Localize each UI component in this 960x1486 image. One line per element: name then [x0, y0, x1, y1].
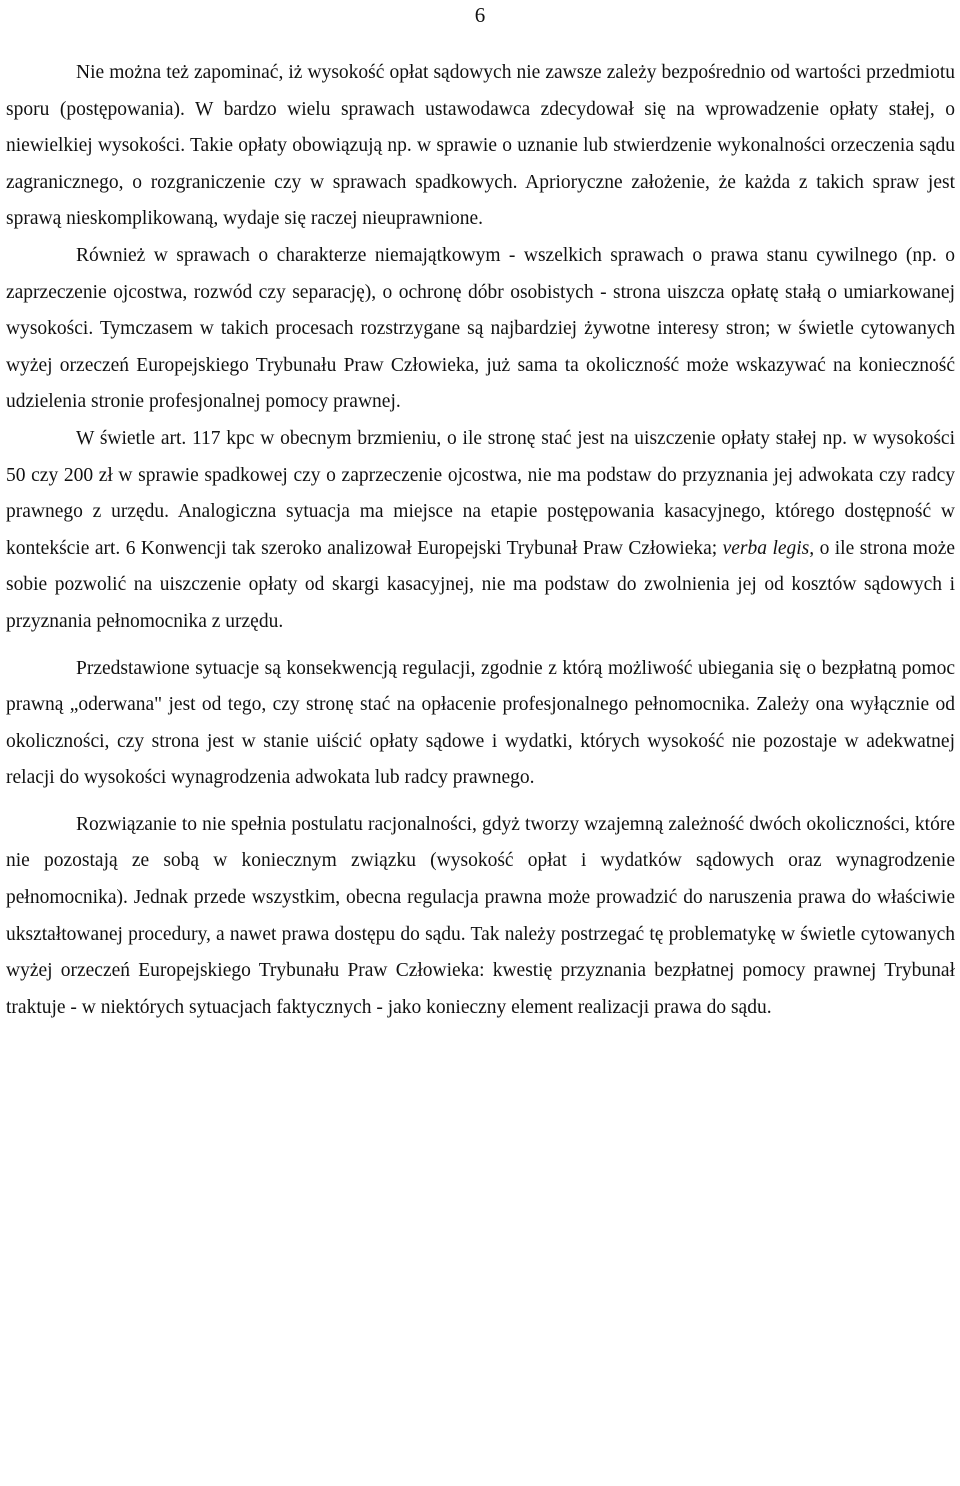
paragraph-5: Rozwiązanie to nie spełnia postulatu racjonalności, gdyż tworzy wzajemną zależność dwóch okoliczności, które nie pozostają ze sobą w koniecznym związku (wysokość opłat i wydatków sądowych oraz wynagrodzenie pełnomocnika). Jednak przede wszystkim, obecna regulacja prawna może prowadzić do naruszenia prawa do właściwie ukształtowanej procedury, a nawet prawa dostępu do sądu. Tak należy postrzegać tę problematykę w świetle cytowanych wyżej orzeczeń Europejskiego Trybunału Praw Człowieka: kwestię przyznania bezpłatnej pomocy prawnej Trybunał traktuje - w niektórych sytuacjach faktycznych - jako konieczny element realizacji prawa do sądu. [6, 813, 955, 1018]
paragraph-3-italic-phrase: verba legis, [722, 537, 815, 559]
paragraph-4: Przedstawione sytuacje są konsekwencją regulacji, zgodnie z którą możliwość ubiegania się o bezpłatną pomoc prawną „oderwana" jest od tego, czy stronę stać na opłacenie profesjonalnego pełnomocnika. Zależy ona wyłącznie od okoliczności, czy strona jest w stanie uiścić opłaty sądowe i wydatki, których wysokość nie pozostaje w adekwatnej relacji do wysokości wynagrodzenia adwokata lub radcy prawnego. [6, 657, 955, 789]
paragraph-3 [6, 421, 955, 641]
paragraph-3-text-end: o ile strona może sobie pozwolić na uiszczenie opłaty od skargi kasacyjnej, nie ma podstaw do zwolnienia jej od kosztów sądowych i przyznania pełnomocnika z urzędu. [6, 537, 956, 632]
page-number: 6 [474, 3, 486, 27]
paragraph-1: Nie można też zapominać, iż wysokość opłat sądowych nie zawsze zależy bezpośrednio od wartości przedmiotu sporu (postępowania). W bardzo wielu sprawach ustawodawca zdecydował się na wprowadzenie opłaty stałej, o niewielkiej wysokości. Takie opłaty obowiązują np. w sprawie o uznanie lub stwierdzenie wykonalności orzeczenia sądu zagranicznego, o rozgraniczenie czy w sprawach spadkowych. Aprioryczne założenie, że każda z takich spraw jest sprawą nieskomplikowaną, wydaje się raczej nieuprawnione. [6, 62, 955, 230]
paragraph-2: Również w sprawach o charakterze niemajątkowym - wszelkich sprawach o prawa stanu cywilnego (np. o zaprzeczenie ojcostwa, rozwód czy separację), o ochronę dóbr osobistych - strona uiszcza opłatę stałą o umiarkowanej wysokości. Tymczasem w takich procesach rozstrzygane są najbardziej żywotne interesy stron; w świetle cytowanych wyżej orzeczeń Europejskiego Trybunału Praw Człowieka, już sama ta okoliczność może wskazywać na konieczność udzielenia stronie profesjonalnej pomocy prawnej. [6, 244, 955, 413]
paragraph-3-text-start: W świetle art. 117 kpc w obecnym brzmieniu, o ile stronę stać jest na uiszczenie opłaty stałej np. w wysokości 50 czy 200 zł w sprawie spadkowej czy o zaprzeczenie ojcostwa, nie ma podstaw do przyznania jej adwokata czy radcy prawnego z urzędu. Analogiczna sytuacja ma miejsce na etapie postępowania kasacyjnego, którego dostępność w kontekście art. 6 Konwencji tak szeroko analizował Europejski Trybunał Praw Człowieka; [6, 427, 955, 559]
body-text [6, 55, 955, 1026]
